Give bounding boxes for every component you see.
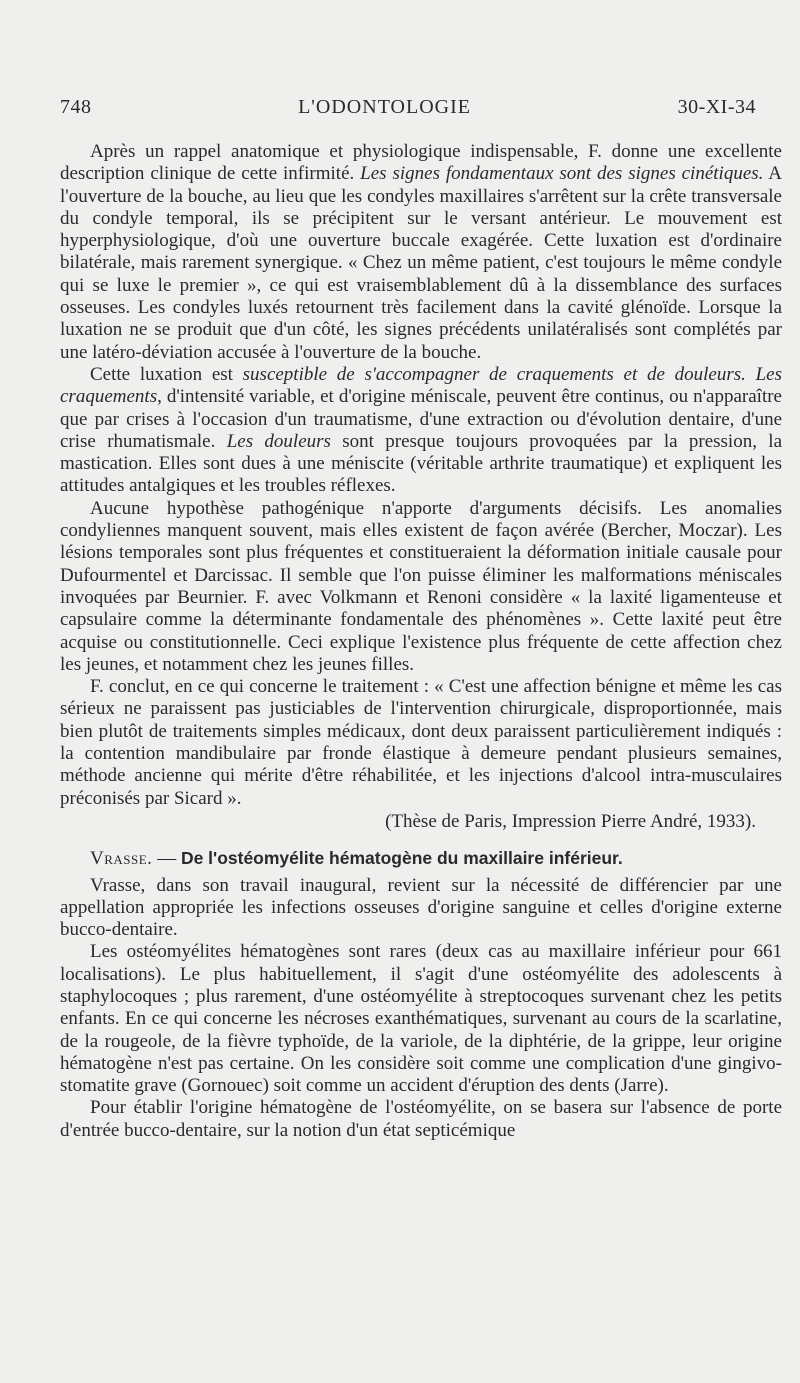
source-citation: (Thèse de Paris, Impression Pierre André, 1933). — [385, 810, 756, 832]
text-run: d'intensité variable, et d'origine méniscale, peuvent être continus, ou n'apparaître que par crises à l'occasion d'un traumatisme, d'une extraction ou d'évolution dentaire, d'une crise rhumatismale. — [60, 386, 782, 452]
text-run: Après un rappel anatomique et physiologique indispensable, F. donne une excellente description clinique de cette infirmité. — [60, 141, 782, 185]
text-run: sont presque toujours provoquées par la pression, la mastication. Elles sont dues à une méniscite (véritable arthrite traumatique) et expliquent les attitudes antalgiques et les troubles réflexes. — [60, 430, 782, 497]
paragraph-pathogenesis: Aucune hypothèse pathogénique n'apporte d'arguments décisifs. Les anomalies condyliennes manquent souvent, mais elles existent de façon avérée (Bercher, Moczar). Les lésions temporales sont plus fréquentes et constitueraient la déformation initiale causale pour Dufourmentel et Darcissac. Il semble que l'on puisse éliminer les malformations méniscales invoquées par Beurnier. F. avec Volkmann et Renoni considère « la laxité ligamenteuse et capsulaire comme la déterminante fondamentale des phénomènes ». Cette laxité peut être acquise ou constitutionnelle. Ceci explique l'existence plus fréquente de cette affection chez les jeunes, et notamment chez les jeunes filles. — [60, 497, 782, 675]
running-header — [60, 96, 760, 119]
page-number: 748 — [60, 96, 92, 118]
italic-run: Les signes fondamentaux sont des signes cinétiques. — [360, 163, 764, 185]
issue-date: 30-XI-34 — [677, 96, 756, 118]
text-run: A l'ouverture de la bouche, au lieu que les condyles maxillaires s'arrêtent sur la crête transversale du condyle temporal, ils se précipitent sur le versant antérieur. Le mouvement est hyperphysiologique, d'où une ouverture buccale exagérée. Cette luxation est d'ordinaire bilatérale, mais rarement synergique. « Chez un même patient, c'est toujours le même condyle qui se luxe le premier », ce qui est vraisemblablement dû à la dissemblance des surfaces osseuses. Les condyles luxés retournent très facilement dans la cavité glénoïde. Lorsque la luxation ne se produit que d'un côté, les signes précédents unilatéralisés sont complétés par une latéro-déviation accusée à l'ouverture de la bouche. — [60, 163, 782, 363]
section-author: Vrasse. — [90, 848, 153, 870]
paragraph-diagnosis: Pour établir l'origine hématogène de l'ostéomyélite, on se basera sur l'absence de porte d'entrée bucco-dentaire, sur la notion d'un état septicémique — [60, 1097, 782, 1141]
italic-run: susceptible de s'accompagner de craquements et de douleurs. Les craquements, — [60, 363, 782, 408]
heading-dash: — — [152, 848, 181, 870]
paragraph-clinical-description — [60, 141, 782, 364]
paragraph-hematogenous: Les ostéomyélites hématogènes sont rares (deux cas au maxillaire inférieur pour 661 localisations). Le plus habituellement, il s'agit d'une ostéomyélite des adolescents à staphylocoques ; plus rarement, d'une ostéomyélite à streptocoques survenant chez les petits enfants. En ce qui concerne les nécroses exanthématiques, survenant au cours de la scarlatine, de la rougeole, de la fièvre typhoïde, de la variole, de la diphtérie, de la grippe, leur origine hématogène n'est pas certaine. On les considère soit comme une complication d'une gingivo-stomatite grave (Gornouec) soit comme un accident d'éruption des dents (Jarre). — [60, 941, 782, 1097]
text-run: Cette luxation est — [90, 363, 243, 385]
article-body — [60, 141, 782, 1142]
paragraph-cracking-pain — [60, 364, 782, 498]
section-title: De l'ostéomyélite hématogène du maxillaire inférieur. — [180, 848, 623, 869]
paragraph-vrasse-intro: Vrasse, dans son travail inaugural, revient sur la nécessité de différencier par une appellation appropriée les infections osseuses d'origine sanguine et celles d'origine externe bucco-dentaire. — [60, 874, 782, 941]
italic-run: Les douleurs — [226, 430, 331, 452]
section-heading — [60, 847, 782, 870]
paragraph-treatment: F. conclut, en ce qui concerne le traitement : « C'est une affection bénigne et même les cas sérieux ne paraissent pas justiciables de l'intervention chirurgicale, disproportionnée, mais bien plutôt de traitements simples médicaux, dont deux paraissent particulièrement indiqués : la contention mandibulaire par fronde élastique à demeure pendant plusieurs semaines, méthode ancienne qui mérite d'être réhabilitée, et les injections d'alcool intra-musculaires préconisés par Sicard ». — [60, 676, 782, 809]
journal-title: L'ODONTOLOGIE — [298, 96, 471, 118]
